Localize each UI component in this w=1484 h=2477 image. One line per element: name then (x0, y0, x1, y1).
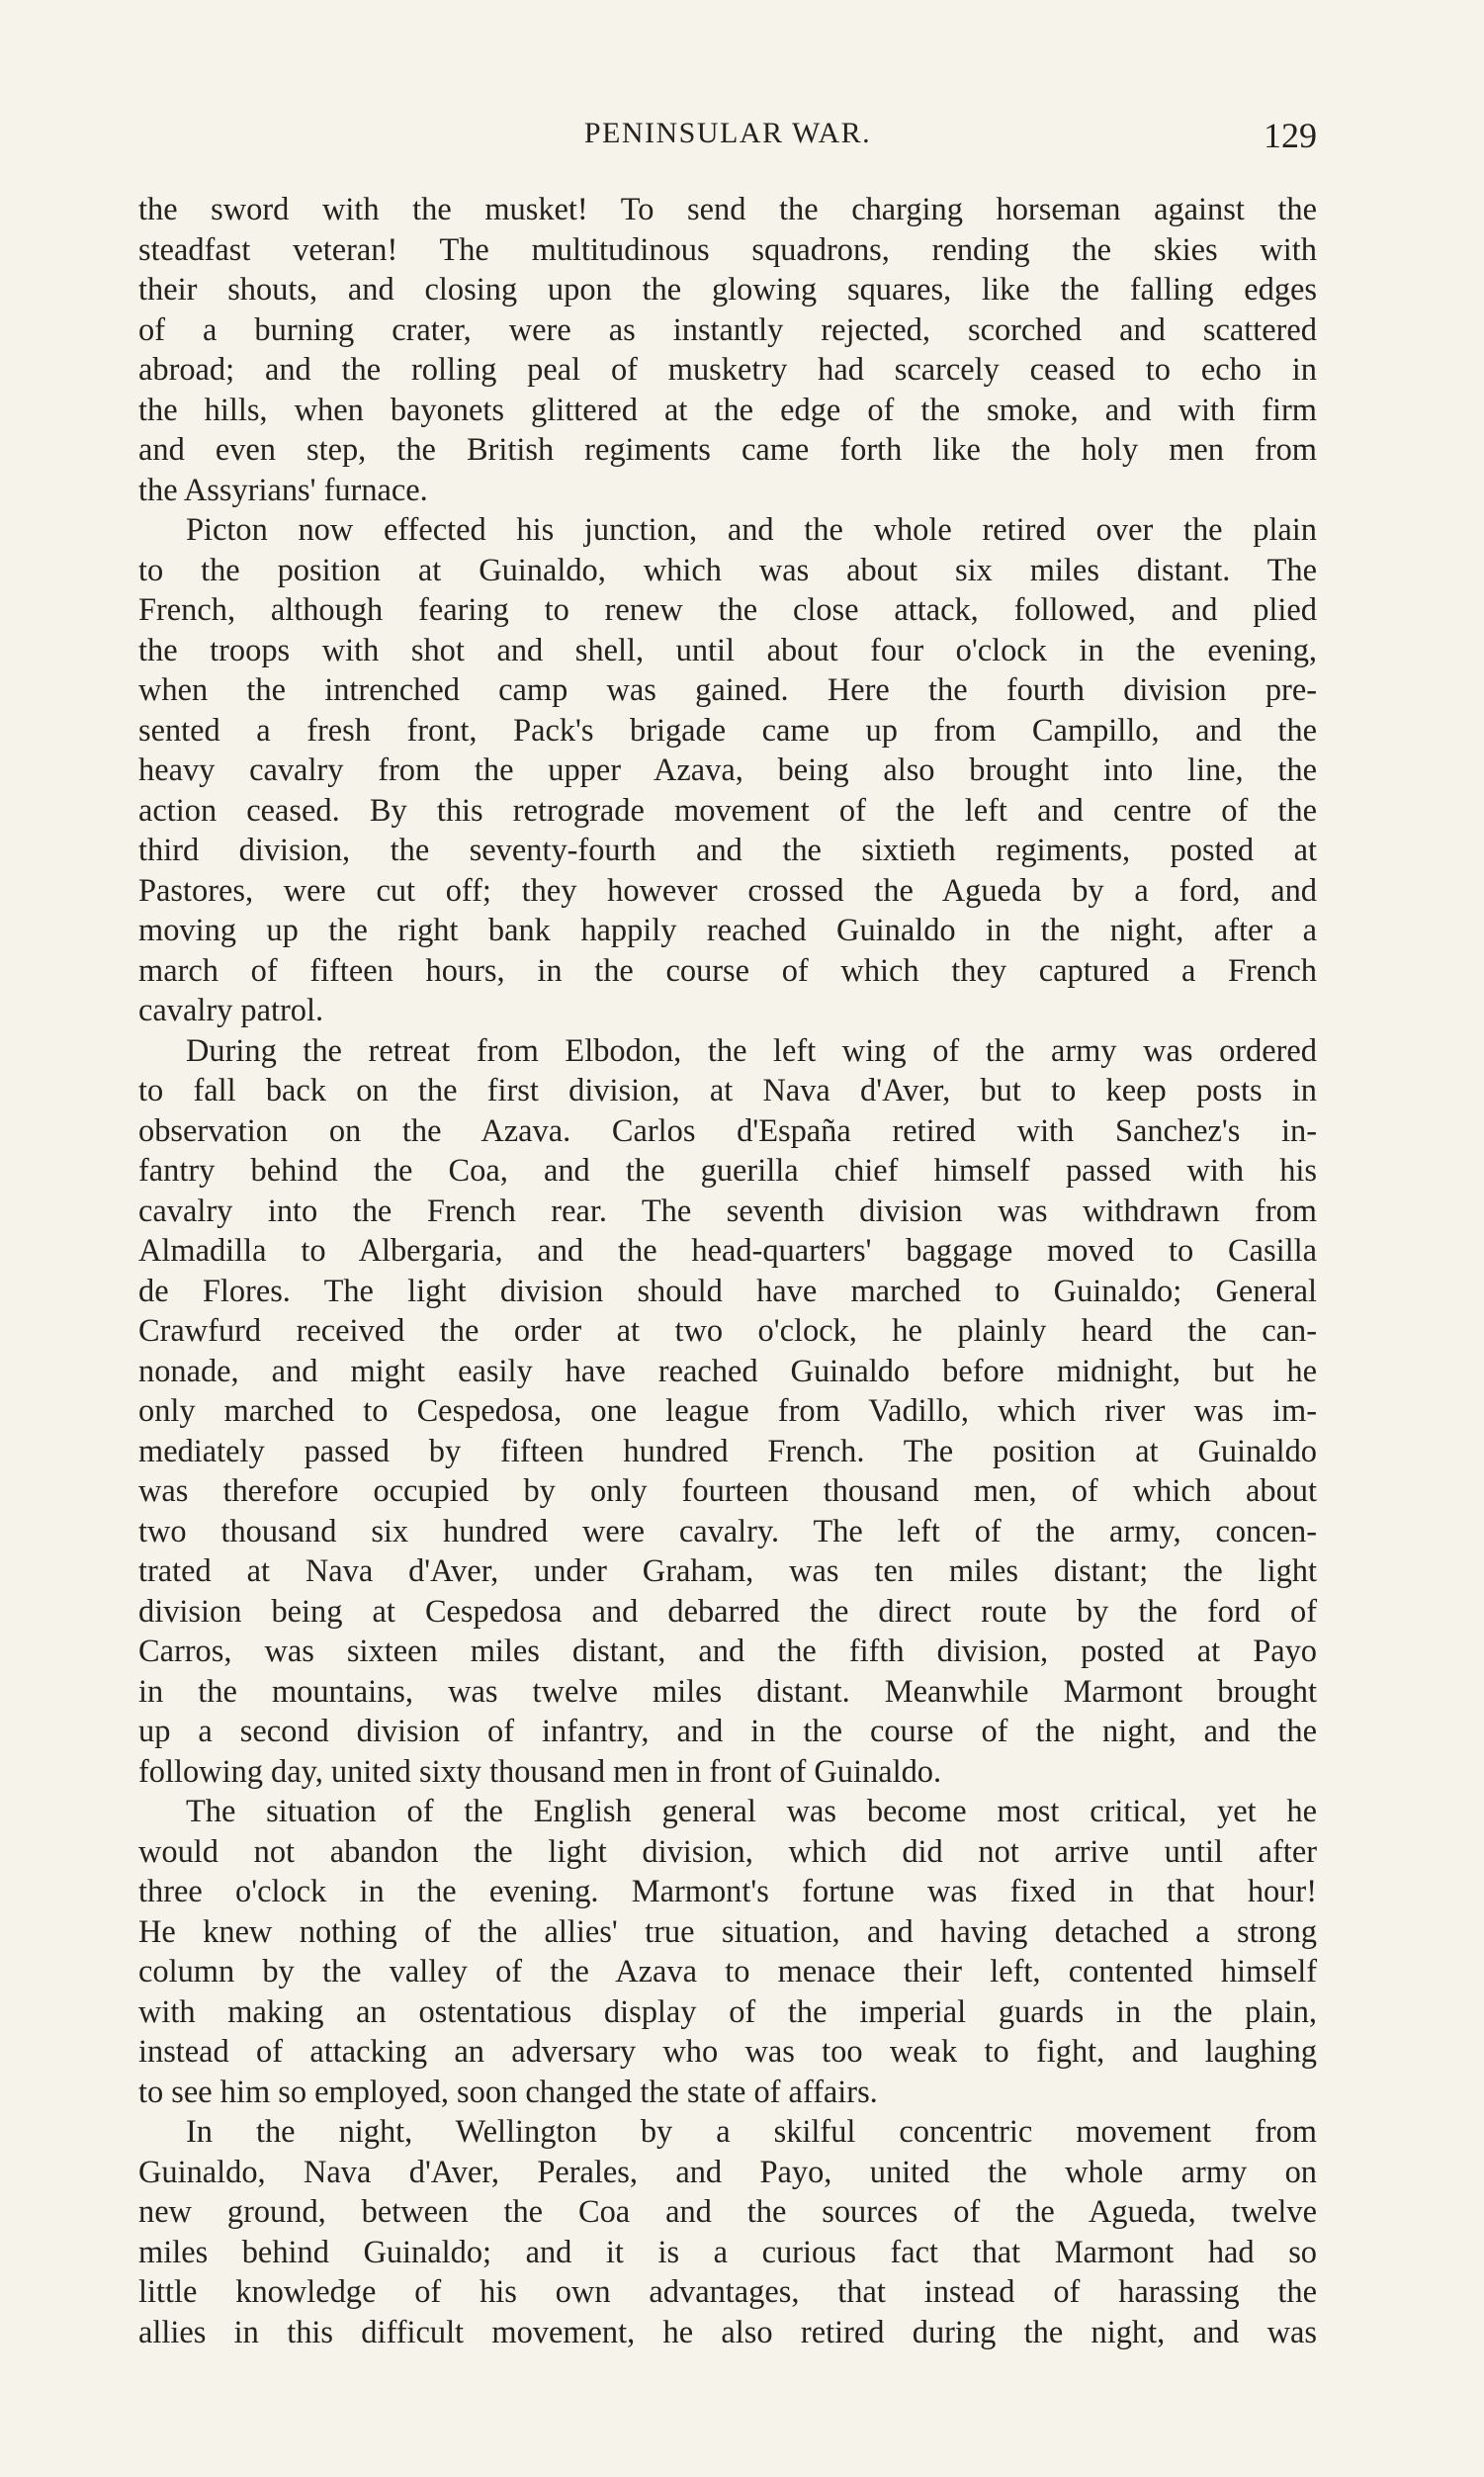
page-number: 129 (1264, 116, 1317, 155)
paragraph-4 (138, 1792, 1317, 2112)
text-line: and even step, the British regiments came forth like the holy men from (138, 432, 1317, 468)
text-line: He knew nothing of the allies' true situation, and having detached a strong (138, 1913, 1317, 1950)
text-line: During the retreat from Elbodon, the left wing of the army was ordered (186, 1032, 1317, 1069)
text-line: sented a fresh front, Pack's brigade came up from Campillo, and the (138, 712, 1317, 749)
text-line: column by the valley of the Azava to menace their left, contented himself (138, 1954, 1317, 1990)
text-line: in the mountains, was twelve miles distant. Meanwhile Marmont brought (138, 1673, 1317, 1710)
text-line: Crawfurd received the order at two o'clock, he plainly heard the can- (138, 1313, 1317, 1349)
text-line: little knowledge of his own advantages, that instead of harassing the (138, 2274, 1317, 2310)
text-line: up a second division of infantry, and in the course of the night, and the (138, 1714, 1317, 1749)
text-line: two thousand six hundred were cavalry. The left of the army, concen- (138, 1513, 1317, 1549)
text-line: division being at Cespedosa and debarred the direct route by the ford of (138, 1593, 1317, 1630)
paragraph-1 (138, 190, 1317, 510)
text-line: the sword with the musket! To send the charging horseman against the (138, 192, 1317, 227)
text-line: abroad; and the rolling peal of musketry had scarcely ceased to echo in (138, 352, 1317, 388)
text-line: when the intrenched camp was gained. Here the fourth division pre- (138, 672, 1317, 708)
text-line: was therefore occupied by only fourteen thousand men, of which about (138, 1473, 1317, 1509)
text-line: the Assyrians' furnace. (138, 472, 428, 508)
text-line: Almadilla to Albergaria, and the head-quarters' baggage moved to Casilla (138, 1233, 1317, 1269)
text-line: new ground, between the Coa and the sources of the Agueda, twelve (138, 2194, 1317, 2230)
text-line: only marched to Cespedosa, one league from Vadillo, which river was im- (138, 1393, 1317, 1429)
text-line: third division, the seventy-fourth and the sixtieth regiments, posted at (138, 833, 1317, 868)
text-line: instead of attacking an adversary who was too weak to fight, and laughing (138, 2034, 1317, 2070)
text-line: to see him so employed, soon changed the state of affairs. (138, 2074, 878, 2110)
running-head (138, 117, 1317, 160)
paragraph-5 (138, 2112, 1317, 2352)
text-line: heavy cavalry from the upper Azava, being also brought into line, the (138, 752, 1317, 788)
text-line: with making an ostentatious display of the imperial guards in the plain, (138, 1993, 1317, 2030)
text-line: mediately passed by fifteen hundred French. The position at Guinaldo (138, 1433, 1317, 1469)
text-line: French, although fearing to renew the close attack, followed, and plied (138, 592, 1317, 628)
text-line: would not abandon the light division, which did not arrive until after (138, 1833, 1317, 1870)
text-line: Pastores, were cut off; they however crossed the Agueda by a ford, and (138, 872, 1317, 909)
paragraph-2 (138, 510, 1317, 1031)
text-line: three o'clock in the evening. Marmont's fortune was fixed in that hour! (138, 1874, 1317, 1909)
text-line: march of fifteen hours, in the course of which they captured a French (138, 952, 1317, 989)
text-line: trated at Nava d'Aver, under Graham, was ten miles distant; the light (138, 1553, 1317, 1589)
paragraph-3 (138, 1031, 1317, 1793)
text-line: action ceased. By this retrograde movement of the left and centre of the (138, 792, 1317, 829)
text-line: to fall back on the first division, at Nava d'Aver, but to keep posts in (138, 1073, 1317, 1108)
text-line: the troops with shot and shell, until about four o'clock in the evening, (138, 632, 1317, 668)
text-line: their shouts, and closing upon the glowing squares, like the falling edges (138, 272, 1317, 308)
text-line: cavalry patrol. (138, 993, 324, 1028)
text-line: nonade, and might easily have reached Guinaldo before midnight, but he (138, 1353, 1317, 1389)
text-line: fantry behind the Coa, and the guerilla chief himself passed with his (138, 1153, 1317, 1189)
text-line: Guinaldo, Nava d'Aver, Perales, and Payo, united the whole army on (138, 2154, 1317, 2190)
text-line: Carros, was sixteen miles distant, and the fifth division, posted at Payo (138, 1634, 1317, 1669)
text-line: of a burning crater, were as instantly rejected, scorched and scattered (138, 311, 1317, 348)
text-line: the hills, when bayonets glittered at the edge of the smoke, and with firm (138, 392, 1317, 428)
text-line: In the night, Wellington by a skilful concentric movement from (186, 2114, 1317, 2150)
text-line: following day, united sixty thousand men in front of Guinaldo. (138, 1753, 942, 1790)
text-line: cavalry into the French rear. The seventh division was withdrawn from (138, 1193, 1317, 1229)
running-title: PENINSULAR WAR. (583, 117, 872, 149)
text-line: de Flores. The light division should have marched to Guinaldo; General (138, 1273, 1317, 1309)
text-line: The situation of the English general was become most critical, yet he (186, 1794, 1317, 1829)
text-line: allies in this difficult movement, he also retired during the night, and was (138, 2314, 1317, 2350)
text-line: observation on the Azava. Carlos d'España retired with Sanchez's in- (138, 1112, 1317, 1149)
text-line: miles behind Guinaldo; and it is a curious fact that Marmont had so (138, 2234, 1317, 2270)
text-line: Picton now effected his junction, and the whole retired over the plain (186, 512, 1317, 548)
text-line: steadfast veteran! The multitudinous squadrons, rending the skies with (138, 231, 1317, 268)
text-line: moving up the right bank happily reached Guinaldo in the night, after a (138, 913, 1317, 948)
text-line: to the position at Guinaldo, which was about six miles distant. The (138, 552, 1317, 588)
body-text (138, 190, 1317, 2352)
